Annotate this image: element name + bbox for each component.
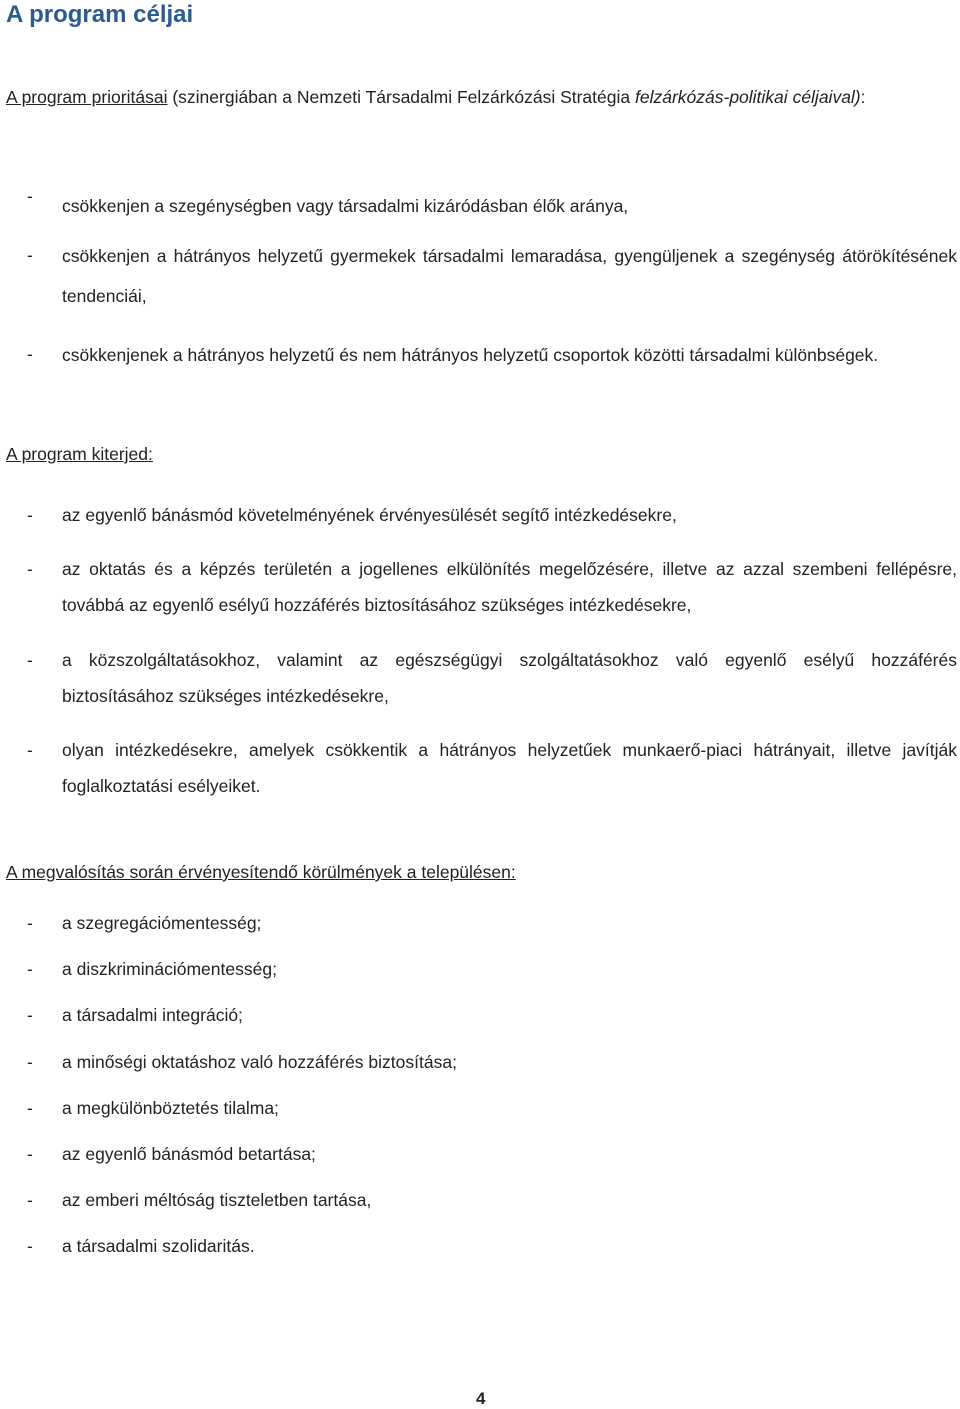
bullet-dash: - xyxy=(27,1236,33,1256)
scope-heading: A program kiterjed: xyxy=(6,444,153,464)
bullet-dash: - xyxy=(27,740,33,760)
priorities-lead-label: A program prioritásai xyxy=(6,87,168,107)
bullet-dash: - xyxy=(27,1005,33,1025)
priorities-intro xyxy=(6,78,958,116)
bullet-dash: - xyxy=(27,1052,33,1072)
conditions-heading: A megvalósítás során érvényesítendő körülmények a településen: xyxy=(6,862,516,882)
priorities-lead-italic-1: felzárkózás-politikai xyxy=(634,87,788,107)
bullet-dash: - xyxy=(27,913,33,933)
bullet-dash: - xyxy=(27,186,33,206)
bullet-dash: - xyxy=(27,559,33,579)
list-item-text: olyan intézkedésekre, amelyek csökkentik a hátrányos helyzetűek munkaerő-piaci hátrányait, illetve javítják foglalkoztatási esélyeiket. xyxy=(62,740,957,796)
list-item-text: csökkenjen a hátrányos helyzetű gyermekek társadalmi lemaradása, gyengüljenek a szegénység átörökítésének tendenciái, xyxy=(62,246,957,306)
page-number: 4 xyxy=(476,1389,486,1408)
list-item-text: a diszkriminációmentesség; xyxy=(62,959,277,979)
list-item-text: a társadalmi integráció; xyxy=(62,1005,243,1025)
priorities-lead-italic-2: céljaival) xyxy=(792,87,861,107)
list-item-text: csökkenjen a szegénységben vagy társadalmi kizáródásban élők aránya, xyxy=(62,196,629,216)
list-item-text: csökkenjenek a hátrányos helyzetű és nem hátrányos helyzetű csoportok közötti társadalmi különbségek. xyxy=(62,345,879,365)
list-item-text: az oktatás és a képzés területén a jogellenes elkülönítés megelőzésére, illetve az azzal szembeni fellépésre, továbbá az egyenlő esélyű hozzáférés biztosításához szükséges intézkedésekre, xyxy=(62,559,957,615)
bullet-dash: - xyxy=(27,245,33,265)
list-item-text: a minőségi oktatáshoz való hozzáférés biztosítása; xyxy=(62,1052,457,1072)
bullet-dash: - xyxy=(27,959,33,979)
priorities-lead-colon: : xyxy=(860,87,866,107)
list-item-text: a közszolgáltatásokhoz, valamint az egészségügyi szolgáltatásokhoz való egyenlő esélyű hozzáférés biztosításához szükséges intézkedésekre, xyxy=(62,650,957,706)
list-item-text: a megkülönböztetés tilalma; xyxy=(62,1098,279,1118)
list-item-text: az egyenlő bánásmód követelményének érvényesülését segítő intézkedésekre, xyxy=(62,505,677,525)
bullet-dash: - xyxy=(27,1144,33,1164)
list-item-text: a szegregációmentesség; xyxy=(62,913,262,933)
bullet-dash: - xyxy=(27,650,33,670)
priorities-lead-text: (szinergiában a Nemzeti Társadalmi Felzárkózási Stratégia xyxy=(167,87,635,107)
list-item-text: az emberi méltóság tiszteletben tartása, xyxy=(62,1190,372,1210)
bullet-dash: - xyxy=(27,1098,33,1118)
page-title: A program céljai xyxy=(6,1,194,28)
list-item-text: az egyenlő bánásmód betartása; xyxy=(62,1144,316,1164)
bullet-dash: - xyxy=(27,1190,33,1210)
list-item-text: a társadalmi szolidaritás. xyxy=(62,1236,255,1256)
bullet-dash: - xyxy=(27,344,33,364)
bullet-dash: - xyxy=(27,505,33,525)
